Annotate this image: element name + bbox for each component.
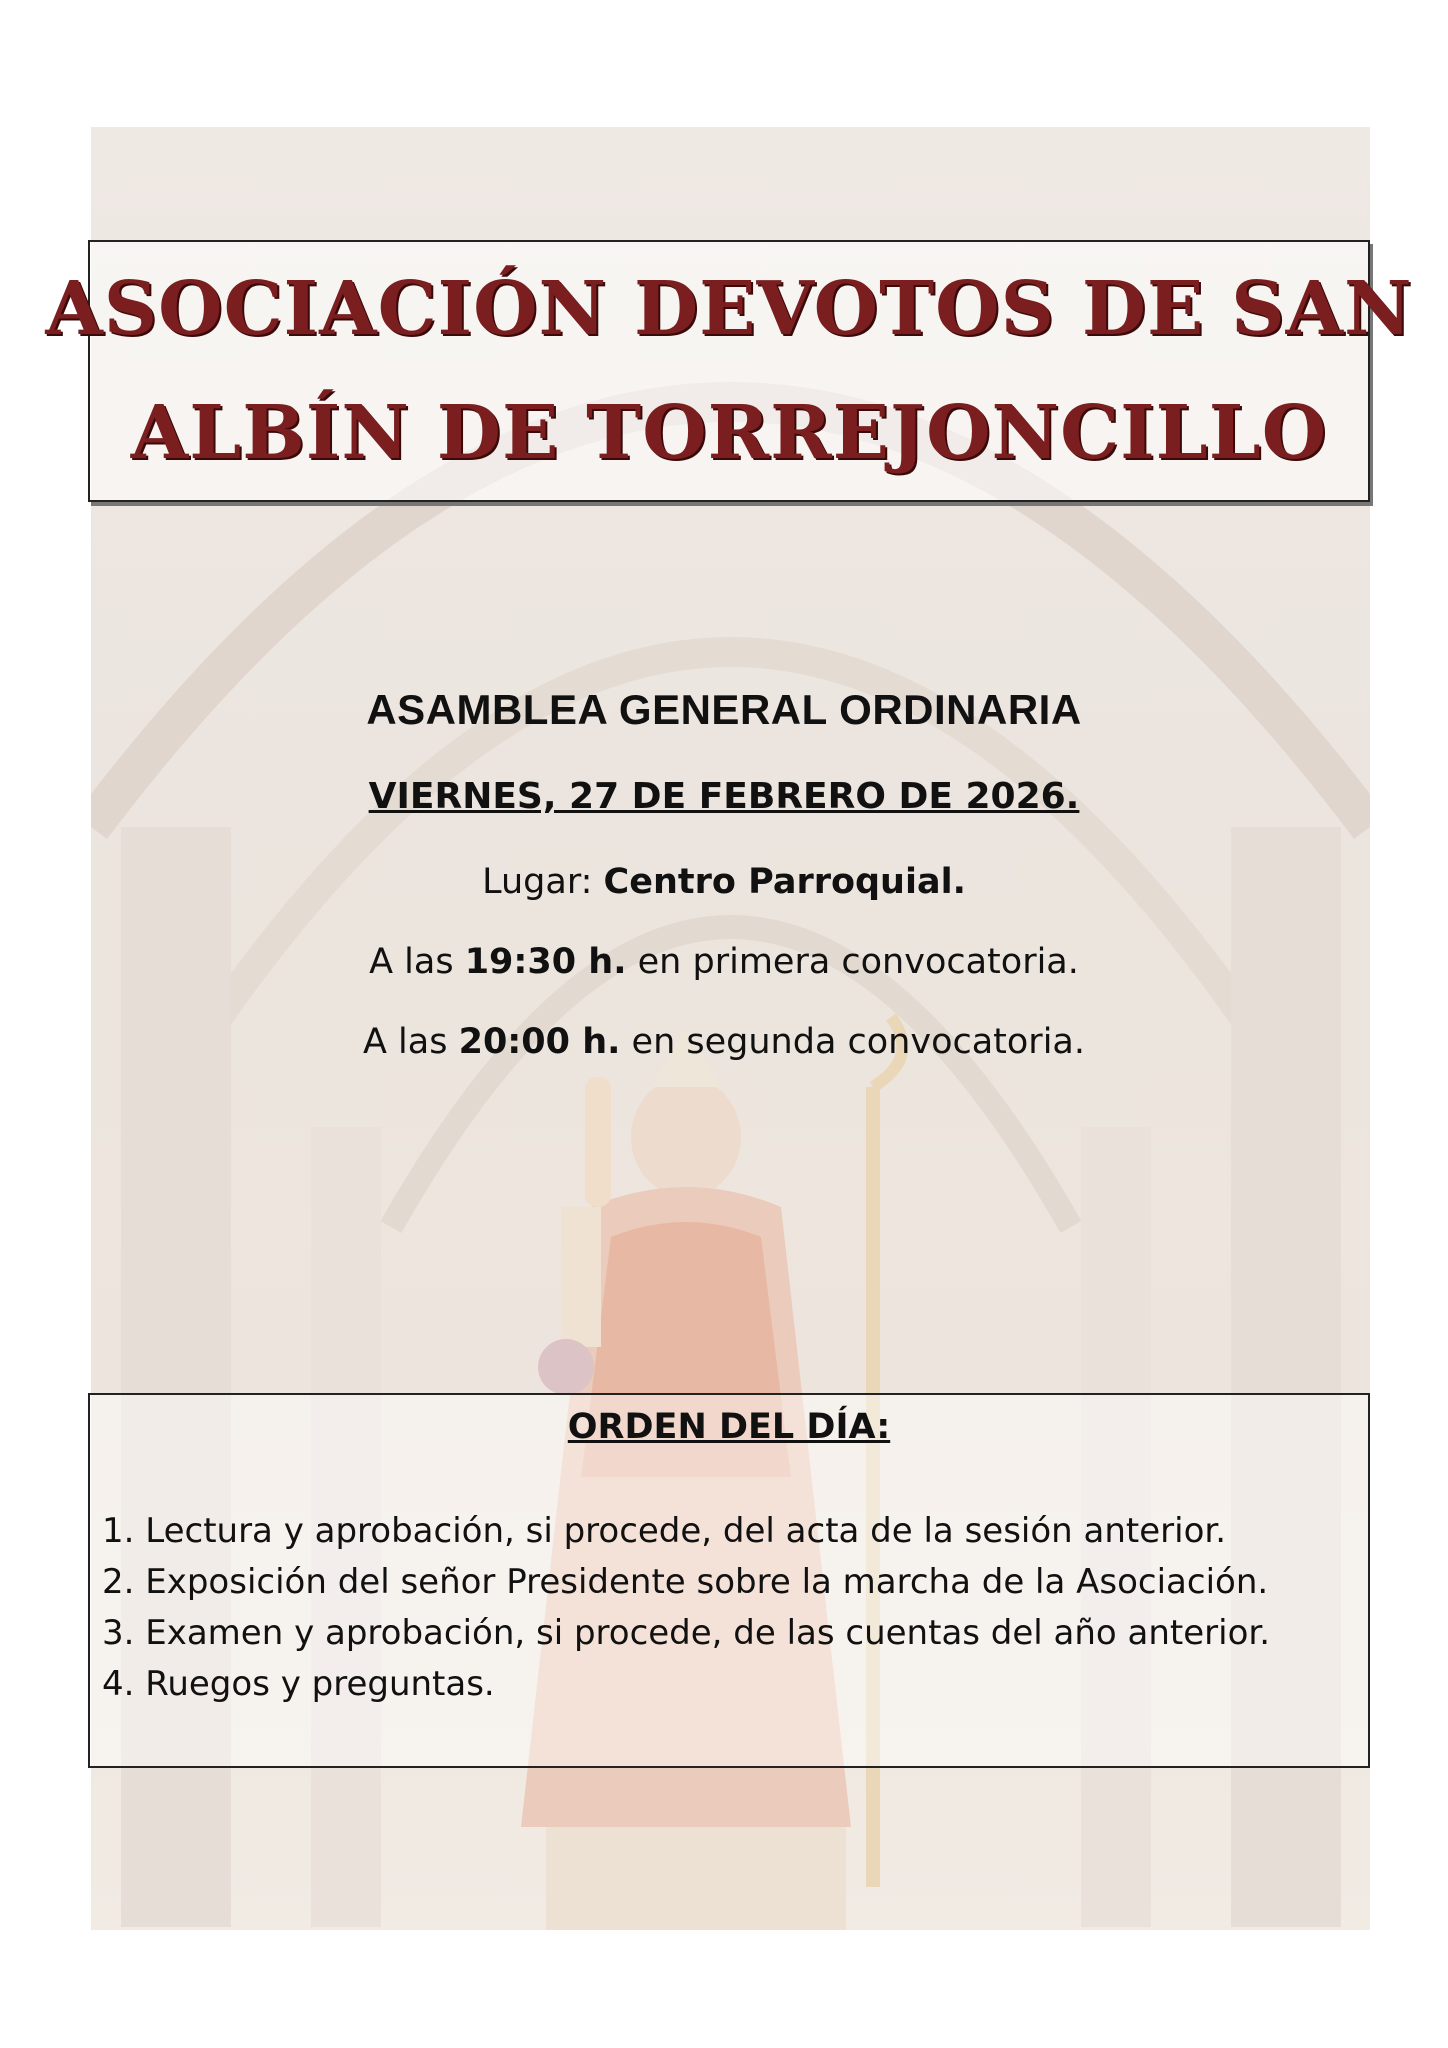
assembly-heading: ASAMBLEA GENERAL ORDINARIA [366,686,1082,733]
association-title-line-1: ASOCIACIÓN DEVOTOS DE SAN [45,266,1413,352]
first-call-suffix: en primera convocatoria. [626,942,1079,982]
second-call-time: 20:00 h. [458,1022,621,1062]
first-call-line [0,942,1448,982]
place-line [0,862,1448,902]
first-call-prefix: A las [369,942,465,982]
second-call-line [0,1022,1448,1062]
agenda-box [88,1393,1370,1768]
second-call-prefix: A las [362,1022,459,1062]
assembly-date: VIERNES, 27 DE FEBRERO DE 2026. [368,776,1080,817]
agenda-item: 3. Examen y aprobación, si procede, de las cuentas del año anterior. [102,1613,1271,1653]
first-call-time: 19:30 h. [464,942,627,982]
association-title-line-2: ALBÍN DE TORREJONCILLO [130,390,1328,476]
agenda-item: 4. Ruegos y preguntas. [102,1664,495,1704]
agenda-list [102,1506,1270,1710]
title-box [45,240,1413,502]
place-label: Lugar: [482,862,604,902]
second-call-suffix: en segunda convocatoria. [620,1022,1085,1062]
place-value: Centro Parroquial. [603,862,966,902]
agenda-item: 1. Lectura y aprobación, si procede, del acta de la sesión anterior. [102,1511,1227,1551]
agenda-item: 2. Exposición del señor Presidente sobre la marcha de la Asociación. [102,1562,1269,1602]
agenda-title: ORDEN DEL DÍA: [567,1407,891,1447]
